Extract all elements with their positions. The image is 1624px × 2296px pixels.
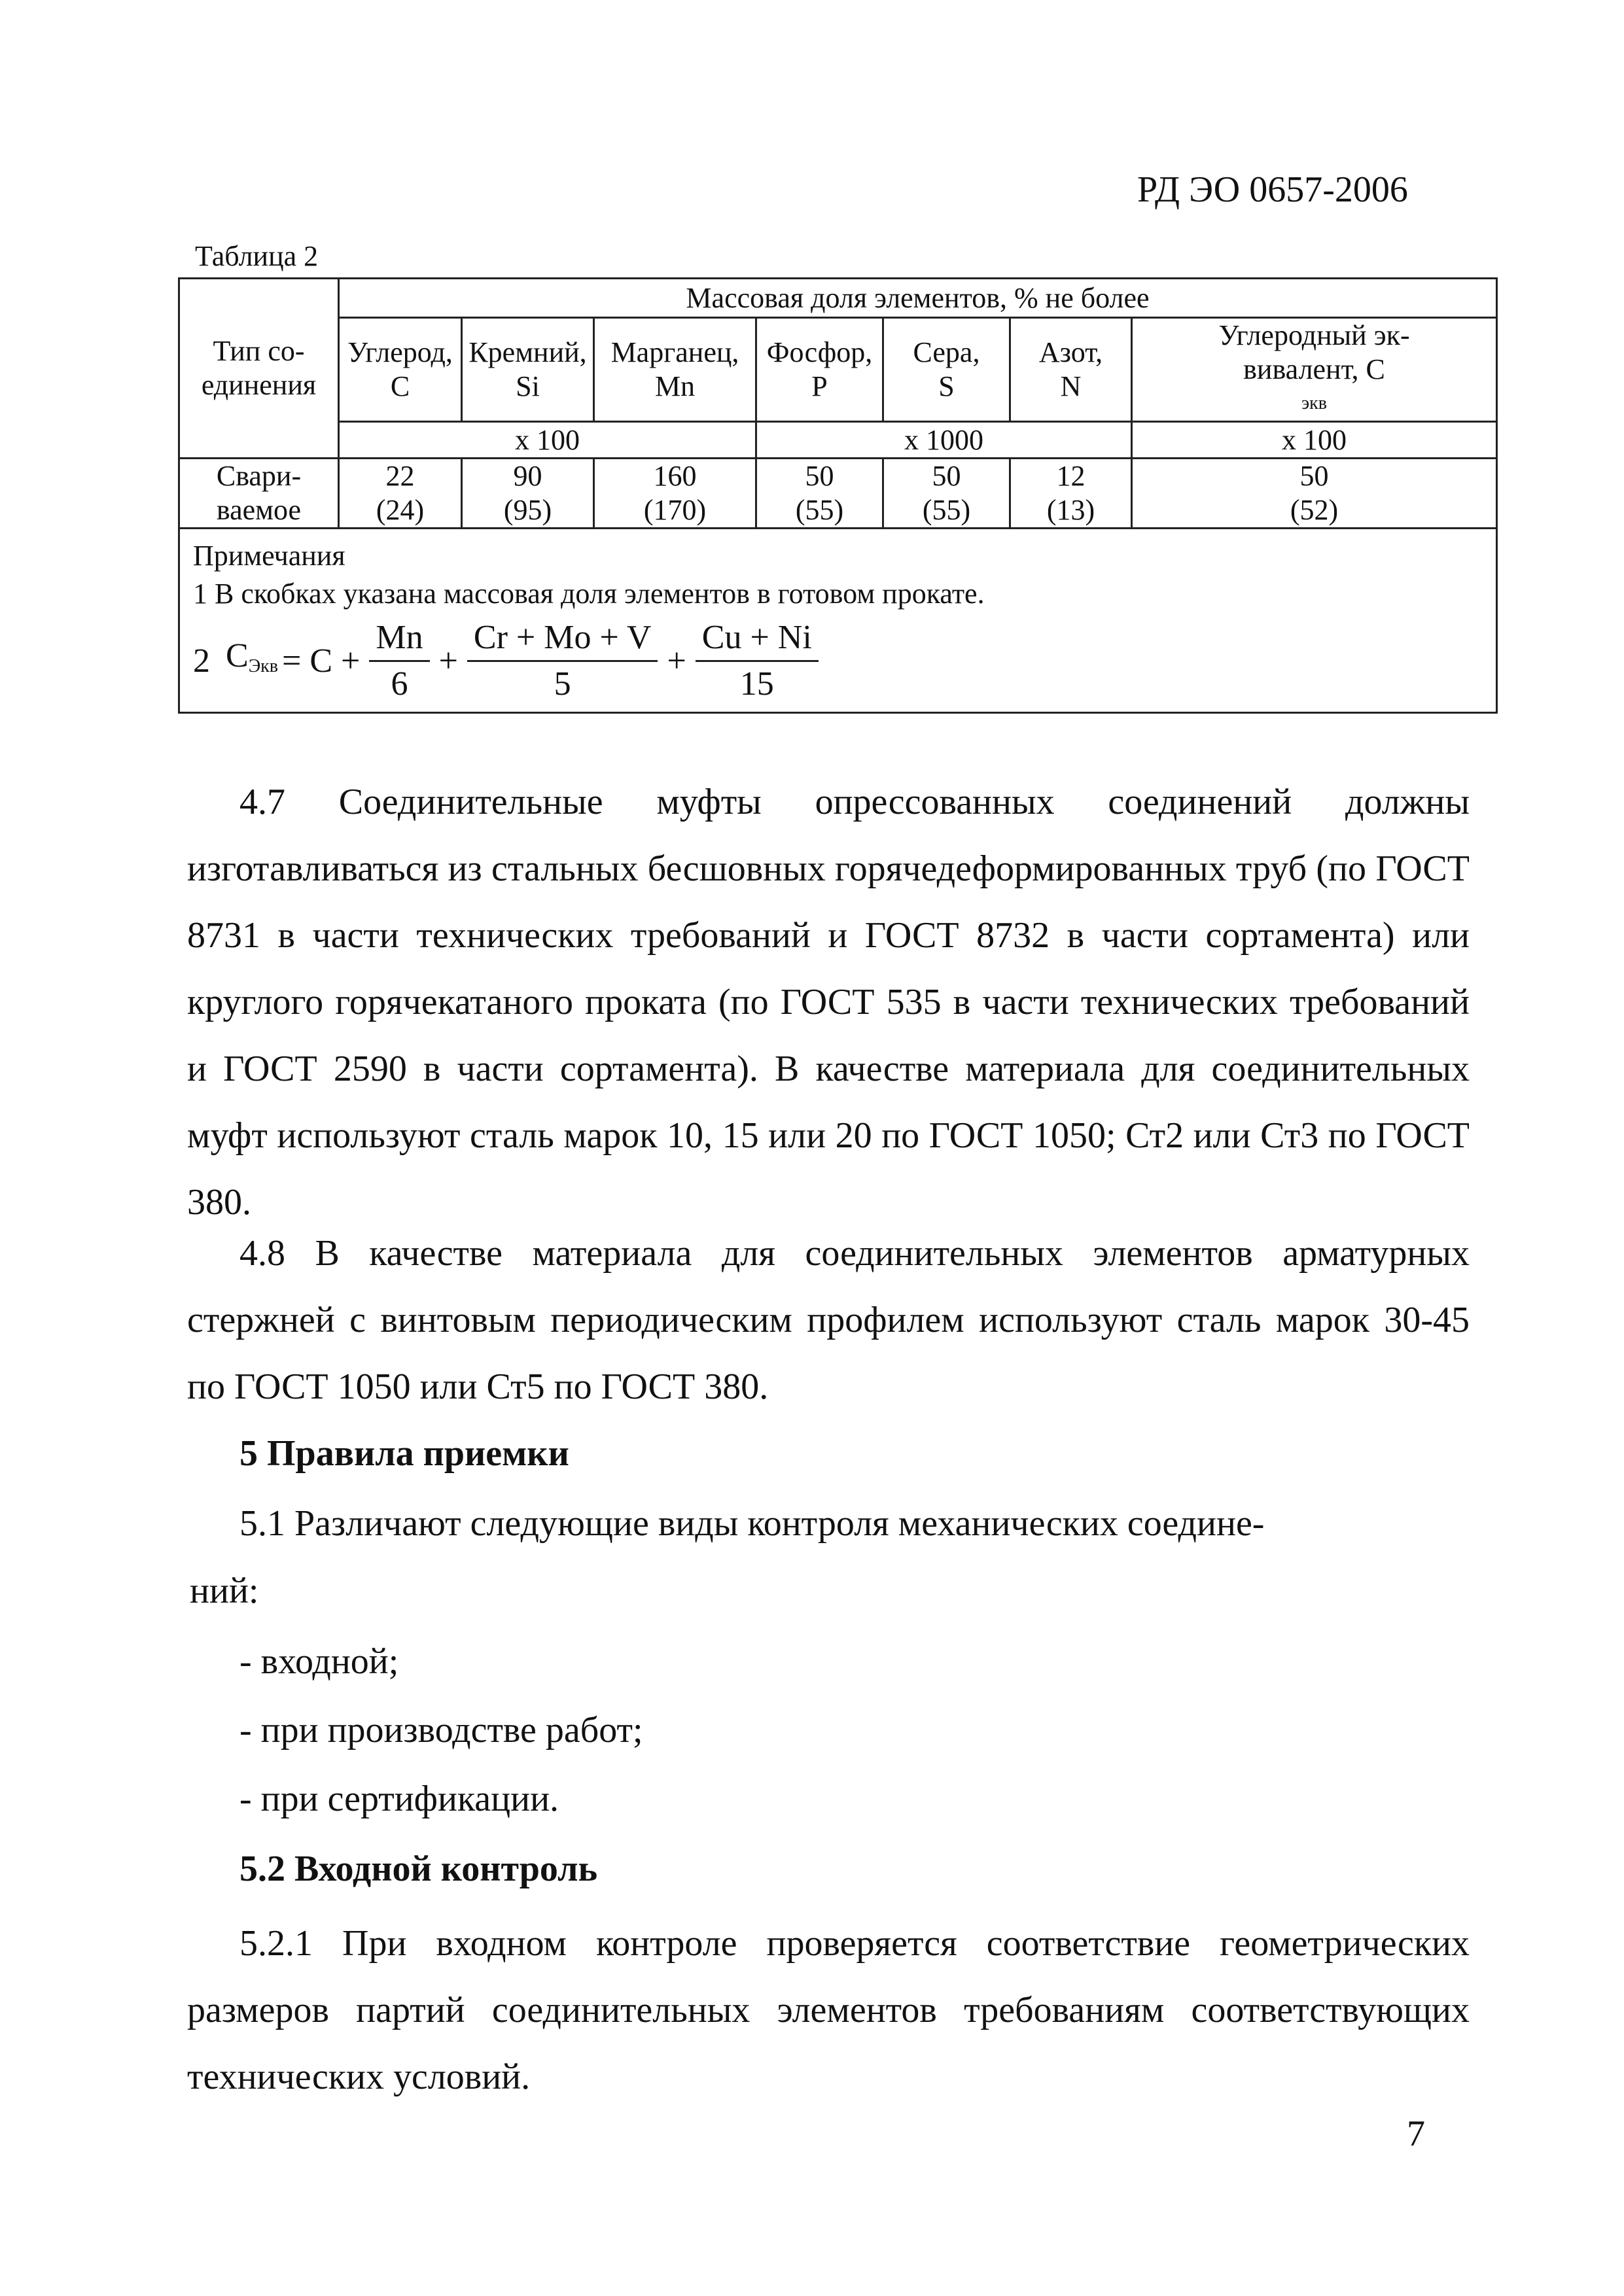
paragraph-4-8: 4.8 В качестве материала для соединительных элементов арматурных стержней с винтовым периодическим профилем используют сталь марок 30-45 по ГОСТ 1050 или Ст5 по ГОСТ 380. [187,1233,1470,1407]
section-5-heading: 5 Правила приемки [239,1433,569,1474]
fraction-cr-mo-v: $\frac{Cr + Mo + V}{5}$ [467,618,658,704]
fraction-cu-ni: $\frac{Cu + Ni}{15}$ [696,618,819,704]
group-header: Массовая доля элементов, % не более [339,279,1497,318]
table-caption: Таблица 2 [195,240,319,272]
paragraph-5-1-line2: ний: [190,1571,259,1611]
list-item-certification: - при сертификации. [239,1779,559,1819]
note-2-number: 2 [193,642,210,680]
formula-lhs: $C_{Экв}$ [226,636,278,676]
section-5-2-heading: 5.2 Входной контроль [239,1849,598,1889]
cell-sulfur: 50 (55) [883,459,1010,529]
cell-silicon: 90 (95) [462,459,594,529]
col-nitrogen: Азот, N [1010,318,1132,422]
row-type-weldable: Свари- ваемое [179,459,339,529]
col-manganese: Марганец, Mn [594,318,756,422]
cell-manganese: 160 (170) [594,459,756,529]
elements-table [178,277,1498,714]
table-notes [179,529,1497,713]
paragraph-5-2-1: 5.2.1 При входном контроле проверяется соответствие геометрических размеров партий соединительных элементов требованиям соответствующих технических условий. [187,1923,1470,2097]
document-code: РД ЭО 0657-2006 [1137,169,1408,210]
paragraph-4-7: 4.7 Соединительные муфты опрессованных соединений должны изготавливаться из стальных бесшовных горячедеформированных труб (по ГОСТ 8731 в части технических требований и ГОСТ 8732 в части сортамента) или круглого горячекатаного проката (по ГОСТ 535 в части технических требований и ГОСТ 2590 в части сортамента). В качестве материала для соединительных муфт используют сталь марок 10, 15 или 20 по ГОСТ 1050; Ст2 или Ст3 по ГОСТ 380. [187,782,1470,1223]
cell-nitrogen: 12 (13) [1010,459,1132,529]
formula-eq: = C + [282,642,361,680]
col-silicon: Кремний, Si [462,318,594,422]
note-1: 1 В скобках указана массовая доля элементов в готовом прокате. [193,578,985,610]
fraction-mn: $\frac{Mn}{6}$ [369,618,429,704]
col-carbon-equivalent: Углеродный эк- вивалент, C экв [1132,318,1497,422]
plus-sign: + [438,642,458,680]
notes-title: Примечания [193,540,345,572]
list-item-incoming: - входной; [239,1641,399,1682]
list-item-production: - при производстве работ; [239,1710,643,1750]
type-header: Тип со- единения [179,279,339,459]
paragraph-5-1-line1: 5.1 Различают следующие виды контроля механических соедине- [239,1503,1265,1544]
multiplier-x100-eq: x 100 [1132,422,1497,459]
cell-carbon-equivalent: 50 (52) [1132,459,1497,529]
page-number: 7 [1407,2113,1425,2154]
carbon-equivalent-formula [193,618,1483,704]
cell-phosphorus: 50 (55) [756,459,883,529]
cell-carbon: 22 (24) [339,459,462,529]
col-sulfur: Сера, S [883,318,1010,422]
multiplier-x1000: x 1000 [756,422,1132,459]
multiplier-x100: x 100 [339,422,756,459]
col-phosphorus: Фосфор, P [756,318,883,422]
plus-sign: + [667,642,686,680]
col-carbon: Углерод, C [339,318,462,422]
